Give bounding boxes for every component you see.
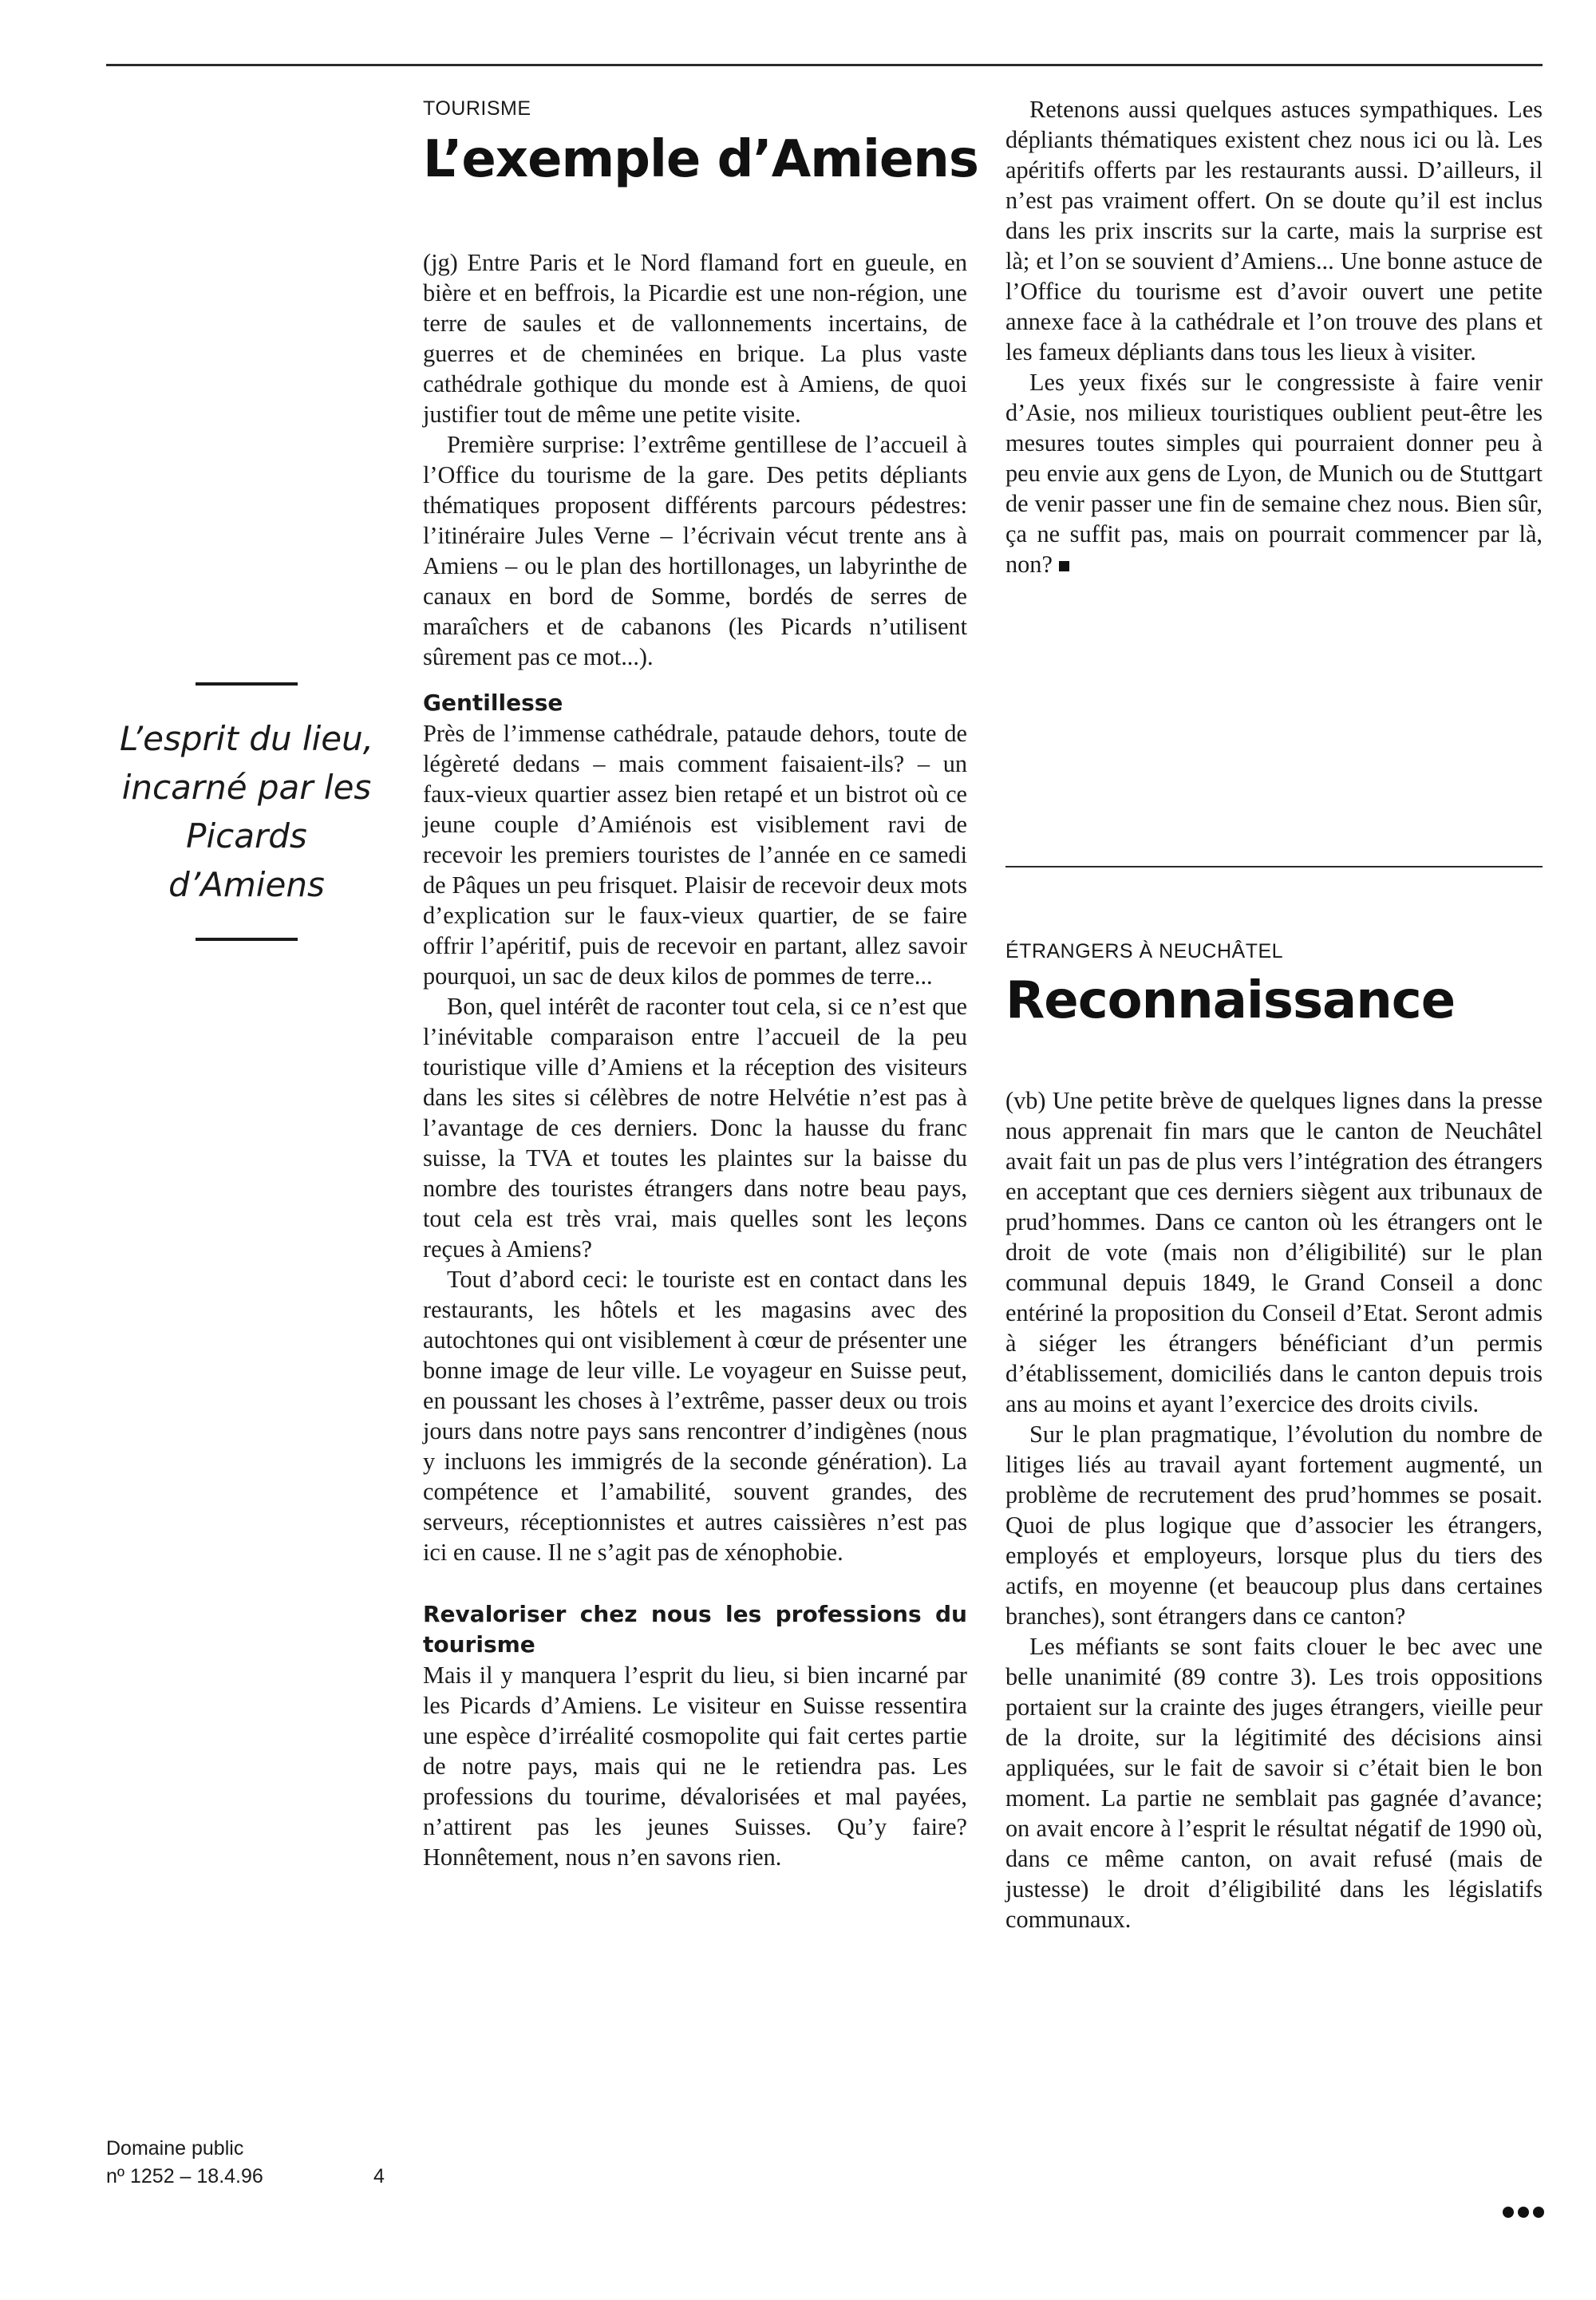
article2-title: Reconnaissance: [1005, 971, 1456, 1030]
article2-kicker: ÉTRANGERS À NEUCHÂTEL: [1005, 940, 1284, 962]
article1-subhead-revaloriser: Revaloriser chez nous les professions du tourisme: [423, 1601, 967, 1658]
article2-paragraph: Sur le plan pragmatique, l’évolution du nombre de litiges liés au travail ayant fortement augmenté, un problème de recrutement des prud’hommes se posait. Quoi de plus logique que d’associer les étrangers, employés et employeurs, lorsque plus du tiers des actifs, en moyenne (et beaucoup plus dans certaines branches), sont étrangers dans ce canton?: [1005, 1421, 1543, 1630]
article1-paragraph: Bon, quel intérêt de raconter tout cela, si ce n’est que l’inévitable comparaison entre l’accueil de la peu touristique ville d’Amiens et la réception des visiteurs dans les sites si célèbres de notre Helvétie n’est pas à l’avantage de ces derniers. Donc la hausse du franc suisse, la TVA et toutes les plaintes sur la baisse du nombre des touristes étrangers dans notre beau pays, tout cela est très vrai, mais quelles sont les leçons reçues à Amiens?: [423, 993, 967, 1263]
article1-subhead-gentillesse: Gentillesse: [423, 690, 563, 716]
end-of-article-square-icon: [1059, 561, 1069, 571]
pullquote-rule-bottom: [196, 938, 298, 941]
article1-paragraph: Retenons aussi quelques astuces sympathiques. Les dépliants thématiques existent chez nous ici ou là. Les apéritifs offerts par les restaurants aussi. D’ailleurs, il n’est pas vraiment offert. On se doute qu’il est inclus dans les prix inscrits sur la carte, mais la surprise est là; et l’on se souvient d’Amiens... Une bonne astuce de l’Office du tourisme est d’avoir ouvert une petite annexe face à la cathédrale et l’on trouve des plans et les fameux dépliants dans tous les lieux à visiter.: [1005, 96, 1543, 366]
article-divider-rule: [1005, 866, 1543, 867]
article2-paragraph: Les méfiants se sont faits clouer le bec avec une belle unanimité (89 contre 3). Les trois oppositions portaient sur la crainte des juges étrangers, vieille peur de la droite, sur la légitimité des décisions ainsi appliquées, sur le fait de savoir si c’était bien le bon moment. La partie ne semblait pas gagnée d’avance; on avait encore à l’esprit le résultat négatif de 1990 où, dans ce même canton, on avait refusé (mais de justesse) le droit d’éligibilité dans les législatifs communaux.: [1005, 1633, 1543, 1933]
article1-column-2: [1005, 94, 1543, 579]
pullquote: L’esprit du lieu, incarné par les Picards d’Amiens: [119, 719, 374, 904]
footer-issue: nº 1252 – 18.4.96: [106, 2165, 263, 2187]
pullquote-rule-top: [196, 682, 298, 686]
article1-last-paragraph-text: Les yeux fixés sur le congressiste à faire venir d’Asie, nos milieux touristiques oublient peut-être les mesures toutes simples qui pourraient donner peu à peu envie aux gens de Lyon, de Munich ou de Stuttgart de venir passer une fin de semaine chez nous. Bien sûr, ça ne suffit pas, mais on pourrait commencer par là, non?: [1005, 369, 1543, 578]
article1-paragraph: (jg) Entre Paris et le Nord flamand fort en gueule, en bière et en beffrois, la Picardie est une non-région, une terre de saules et de vallonnements incertains, de guerres et de cheminées en brique. La plus vaste cathédrale gothique du monde est à Amiens, de quoi justifier tout de même une petite visite.: [423, 249, 967, 428]
article2-paragraph: (vb) Une petite brève de quelques lignes dans la presse nous apprenait fin mars que le canton de Neuchâtel avait fait un pas de plus vers l’intégration des étrangers en acceptant que ces derniers siègent aux tribunaux de prud’hommes. Dans ce canton où les étrangers ont le droit de vote (mais non d’éligibilité) sur le plan communal depuis 1849, le Grand Conseil a donc entériné la proposition du Conseil d’Etat. Seront admis à siéger les étrangers bénéficiant d’un permis d’établissement, domiciliés dans le canton depuis trois ans au moins et ayant l’exercice des droits civils.: [1005, 1087, 1543, 1417]
article1-column-1: [423, 247, 967, 1872]
page-number: 4: [373, 2165, 385, 2187]
footer-publication: Domaine public: [106, 2137, 244, 2160]
article1-paragraph: Près de l’immense cathédrale, pataude dehors, toute de légèreté dedans – mais comment faisaient-ils? – un faux-vieux quartier assez bien retapé et un bistrot où ce jeune couple d’Amiénois est visiblement ravi de recevoir les premiers touristes de l’année en ce samedi de Pâques un peu frisquet. Plaisir de recevoir deux mots d’explication sur le faux-vieux quartier, de se faire offrir l’apéritif, puis de recevoir en partant, allez savoir pourquoi, un sac de deux kilos de pommes de terre...: [423, 720, 967, 990]
article1-paragraph: Tout d’abord ceci: le touriste est en contact dans les restaurants, les hôtels et les magasins avec des autochtones qui ont visiblement à cœur de présenter une bonne image de leur ville. Le voyageur en Suisse peut, en poussant les choses à l’extrême, passer deux ou trois jours dans notre pays sans rencontrer d’indigènes (nous y incluons les immigrés de la seconde génération). La compétence et l’amabilité, souvent grandes, des serveurs, réceptionnistes et autres caissières n’est pas ici en cause. Il ne s’agit pas de xénophobie.: [423, 1266, 967, 1566]
article1-kicker: TOURISME: [423, 97, 531, 120]
article1-paragraph: Première surprise: l’extrême gentillese de l’accueil à l’Office du tourisme de la gare. Des petits dépliants thématiques proposent différents parcours pédestres: l’itinéraire Jules Verne – l’écrivain vécut trente ans à Amiens – ou le plan des hortillonages, un labyrinthe de canaux en bord de Somme, bordés de serres de maraîchers et de cabanons (les Picards n’utilisent sûrement pas ce mot...).: [423, 431, 967, 670]
article1-paragraph: [1005, 367, 1543, 579]
continued-dots-icon: [1503, 2207, 1544, 2218]
article2-body: [1005, 1085, 1543, 1934]
top-rule: [106, 64, 1543, 66]
article1-title: L’exemple d’Amiens: [423, 130, 978, 189]
article1-paragraph: Mais il y manquera l’esprit du lieu, si bien incarné par les Picards d’Amiens. Le visiteur en Suisse ressentira une espèce d’irréalité cosmopolite qui fait certes partie de notre pays, mais qui ne le retiendra pas. Les professions du tourime, dévalorisées et mal payées, n’attirent pas les jeunes Suisses. Qu’y faire? Honnêtement, nous n’en savons rien.: [423, 1662, 967, 1871]
